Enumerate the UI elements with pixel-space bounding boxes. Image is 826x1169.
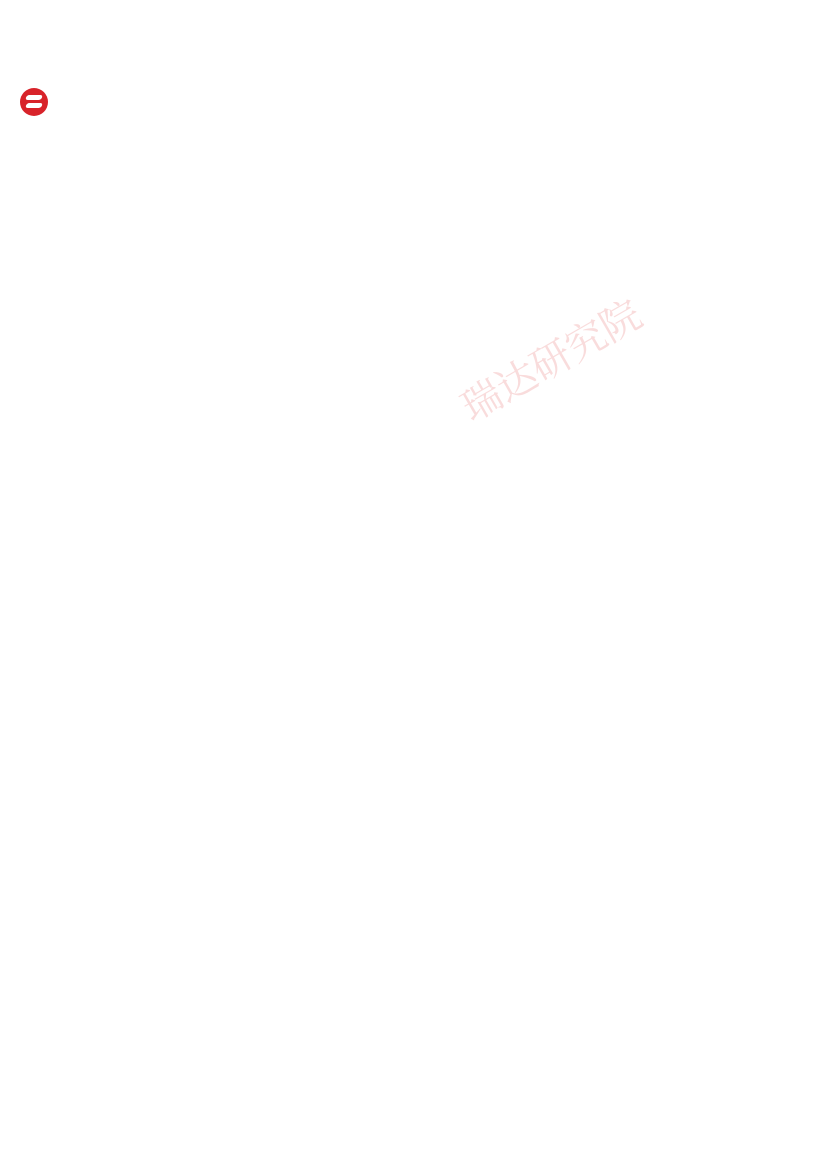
- company-logo: [20, 88, 54, 116]
- watermark: 瑞达研究院: [453, 291, 650, 432]
- logo-mark-icon: [20, 88, 48, 116]
